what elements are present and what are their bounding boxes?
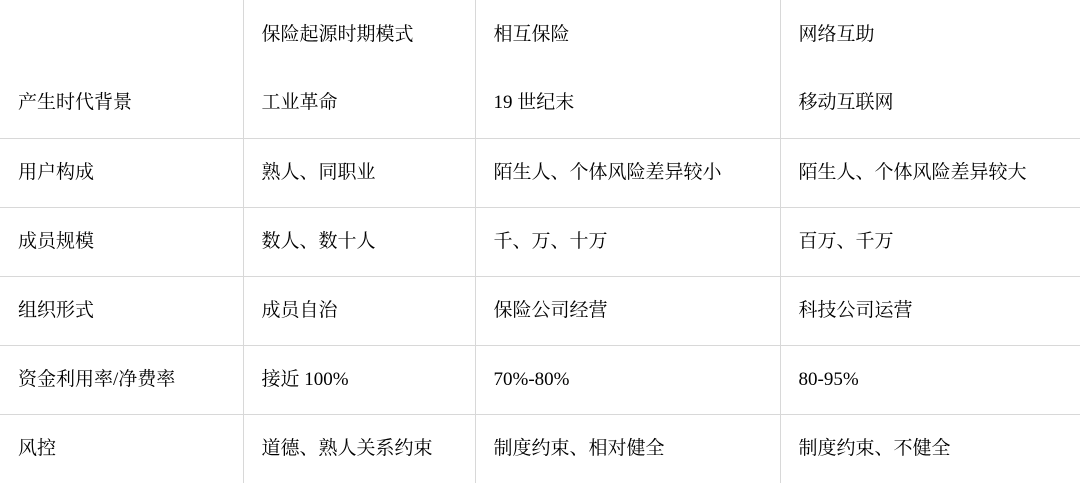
cell-era-background-origin: 工业革命 (243, 69, 475, 138)
cell-risk-control-mutual: 制度约束、相对健全 (475, 414, 780, 483)
table-row (0, 345, 1080, 414)
column-header-online-mutual-aid: 网络互助 (798, 23, 875, 45)
table-row (0, 69, 1080, 138)
table-row (0, 414, 1080, 483)
table-corner-cell (0, 0, 243, 69)
cell-organization-form-origin: 成员自治 (243, 276, 475, 345)
row-header-user-composition: 用户构成 (0, 138, 243, 207)
table-header-row (0, 0, 1080, 69)
cell-member-scale-mutual: 千、万、十万 (475, 207, 780, 276)
cell-user-composition-online: 陌生人、个体风险差异较大 (780, 138, 1080, 207)
cell-user-composition-origin: 熟人、同职业 (243, 138, 475, 207)
cell-user-composition-mutual: 陌生人、个体风险差异较小 (475, 138, 780, 207)
row-header-member-scale: 成员规模 (0, 207, 243, 276)
cell-era-background-online: 移动互联网 (780, 69, 1080, 138)
table-header (0, 0, 1080, 69)
table-body (0, 69, 1080, 483)
table-row (0, 138, 1080, 207)
column-header-origin-model: 保险起源时期模式 (243, 0, 475, 69)
row-header-risk-control: 风控 (0, 414, 243, 483)
table-row (0, 207, 1080, 276)
cell-fund-utilization-mutual: 70%-80% (475, 345, 780, 414)
cell-member-scale-online: 百万、千万 (780, 207, 1080, 276)
cell-member-scale-origin: 数人、数十人 (243, 207, 475, 276)
cell-fund-utilization-online: 80-95% (780, 345, 1080, 414)
cell-organization-form-mutual: 保险公司经营 (475, 276, 780, 345)
row-header-era-background: 产生时代背景 (0, 69, 243, 138)
column-header-mutual-insurance: 相互保险 (475, 0, 780, 69)
row-header-fund-utilization: 资金利用率/净费率 (0, 345, 243, 414)
row-header-organization-form: 组织形式 (0, 276, 243, 345)
cell-organization-form-online: 科技公司运营 (780, 276, 1080, 345)
cell-risk-control-online: 制度约束、不健全 (798, 437, 951, 459)
cell-era-background-mutual: 19 世纪末 (475, 69, 780, 138)
cell-risk-control-origin: 道德、熟人关系约束 (243, 414, 475, 483)
cell-fund-utilization-origin: 接近 100% (243, 345, 475, 414)
table-row (0, 276, 1080, 345)
